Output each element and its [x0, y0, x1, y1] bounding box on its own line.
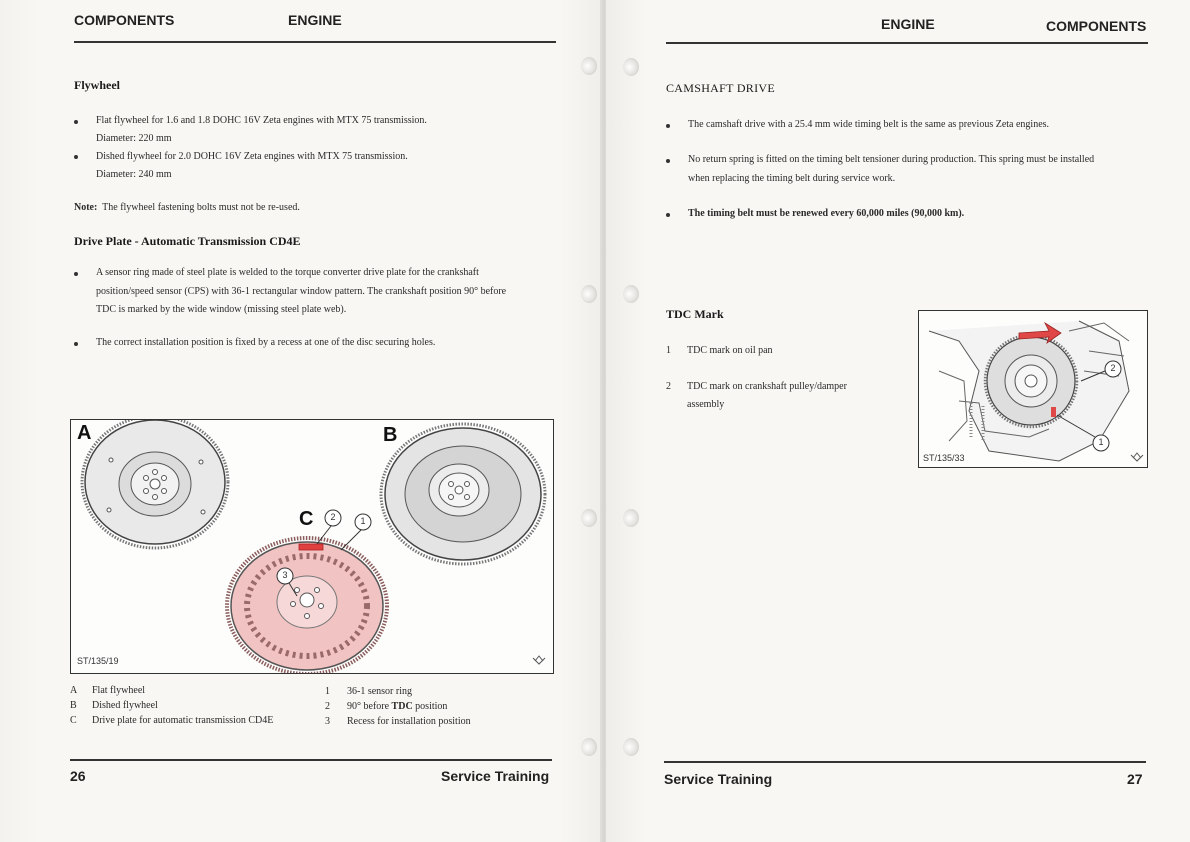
- binder-hole: [581, 738, 597, 756]
- callout-1-text: 1: [360, 516, 366, 526]
- legend-text-b: Dished flywheel: [92, 700, 158, 711]
- legend-key-1: 1: [325, 686, 330, 697]
- tdc-item-2-text-line-2: assembly: [687, 399, 725, 410]
- flywheel-bullet-1-diameter: Diameter: 220 mm: [96, 133, 172, 144]
- page-number: 27: [1127, 771, 1143, 787]
- callout-2-text: 2: [330, 512, 336, 522]
- binder-hole: [581, 285, 597, 303]
- tdc-callout-1-text: 1: [1098, 437, 1104, 447]
- legend-text-1: 36-1 sensor ring: [347, 686, 412, 697]
- driveplate-bullet-1-line-1: A sensor ring made of steel plate is welded to the torque converter drive plate for the crankshaft: [96, 267, 479, 278]
- header-section: COMPONENTS: [74, 12, 175, 28]
- tdc-heading: TDC Mark: [666, 307, 724, 321]
- driveplate-bullet-2: The correct installation position is fixed by a recess at one of the disc securing holes.: [96, 337, 436, 348]
- header-title: ENGINE: [288, 12, 342, 28]
- footer-label: Service Training: [441, 768, 550, 784]
- bullet-dot: [666, 213, 670, 217]
- flywheel-bullet-1: Flat flywheel for 1.6 and 1.8 DOHC 16V Zeta engines with MTX 75 transmission.: [96, 115, 427, 126]
- figure-label-c: C: [299, 508, 314, 530]
- tdc-figure-reference: ST/135/33: [923, 453, 965, 463]
- tdc-illustration: [919, 311, 1147, 467]
- figure-label-b: B: [383, 424, 398, 446]
- page-number: 26: [70, 768, 86, 784]
- tdc-figure: [918, 310, 1148, 468]
- right-page: [606, 0, 1190, 842]
- bullet-dot: [74, 155, 78, 159]
- header-rule: [74, 41, 556, 43]
- binder-hole: [623, 738, 639, 756]
- legend-key-3: 3: [325, 716, 330, 727]
- dished-flywheel-drawing: [381, 424, 545, 564]
- driveplate-bullet-1-line-3: TDC is marked by the wide window (missing steel plate web).: [96, 304, 347, 315]
- figure-label-a: A: [77, 422, 92, 444]
- camshaft-heading: CAMSHAFT DRIVE: [666, 81, 775, 95]
- note-text: The flywheel fastening bolts must not be re-used.: [102, 202, 300, 213]
- tdc-item-1-key: 1: [666, 345, 671, 356]
- footer-rule: [664, 761, 1146, 763]
- legend-text-2-pre: 90° before: [347, 701, 392, 712]
- binder-hole: [581, 509, 597, 527]
- binder-hole: [623, 285, 639, 303]
- tdc-item-2-text-line-1: TDC mark on crankshaft pulley/damper: [687, 381, 847, 392]
- legend-text-2-bold: TDC: [391, 701, 413, 712]
- legend-text-c: Drive plate for automatic transmission CD4E: [92, 715, 274, 726]
- legend-text-2: [347, 701, 447, 712]
- binder-hole: [623, 58, 639, 76]
- tdc-item-1-text: TDC mark on oil pan: [687, 345, 773, 356]
- tdc-item-2-key: 2: [666, 381, 671, 392]
- legend-text-a: Flat flywheel: [92, 685, 146, 696]
- ford-logo-mark: [533, 656, 545, 664]
- binder-hole: [623, 509, 639, 527]
- footer-label: Service Training: [664, 771, 773, 787]
- legend-key-b: B: [70, 700, 77, 711]
- camshaft-bullet-3: The timing belt must be renewed every 60,000 miles (90,000 km).: [688, 208, 965, 219]
- camshaft-bullet-2-line-1: No return spring is fitted on the timing belt tensioner during production. This spring must be installed: [688, 154, 1095, 165]
- flywheel-illustration: [71, 420, 553, 673]
- note-label: Note:: [74, 202, 98, 213]
- legend-key-2: 2: [325, 701, 330, 712]
- legend-key-c: C: [70, 715, 77, 726]
- legend-text-2-post: position: [412, 701, 448, 712]
- driveplate-bullet-1-line-2: position/speed sensor (CPS) with 36-1 rectangular window pattern. The crankshaft position 90° before: [96, 286, 507, 297]
- flywheel-note: [74, 199, 300, 217]
- tdc-callout-2-text: 2: [1110, 363, 1116, 373]
- flywheel-figure: [70, 419, 554, 674]
- bullet-dot: [74, 342, 78, 346]
- binder-hole: [581, 57, 597, 75]
- flywheel-bullet-2-diameter: Diameter: 240 mm: [96, 169, 172, 180]
- bullet-dot: [666, 124, 670, 128]
- flat-flywheel-drawing: [82, 420, 228, 548]
- bullet-dot: [74, 120, 78, 124]
- ford-logo-mark: [1131, 453, 1143, 461]
- figure-reference: ST/135/19: [77, 656, 119, 666]
- flywheel-heading: Flywheel: [74, 78, 120, 92]
- legend-text-3: Recess for installation position: [347, 716, 471, 727]
- legend-key-a: A: [70, 685, 78, 696]
- camshaft-bullet-2-line-2: when replacing the timing belt during service work.: [688, 173, 896, 184]
- bullet-dot: [74, 272, 78, 276]
- header-rule: [666, 42, 1148, 44]
- flywheel-bullet-2: Dished flywheel for 2.0 DOHC 16V Zeta engines with MTX 75 transmission.: [96, 151, 408, 162]
- camshaft-bullet-1: The camshaft drive with a 25.4 mm wide timing belt is the same as previous Zeta engines.: [688, 119, 1050, 130]
- footer-rule: [70, 759, 552, 761]
- drive-plate-drawing: [227, 538, 387, 673]
- header-section: COMPONENTS: [1046, 18, 1147, 34]
- bullet-dot: [666, 159, 670, 163]
- header-title: ENGINE: [881, 16, 935, 32]
- driveplate-heading: Drive Plate - Automatic Transmission CD4E: [74, 234, 301, 248]
- callout-3-text: 3: [282, 570, 288, 580]
